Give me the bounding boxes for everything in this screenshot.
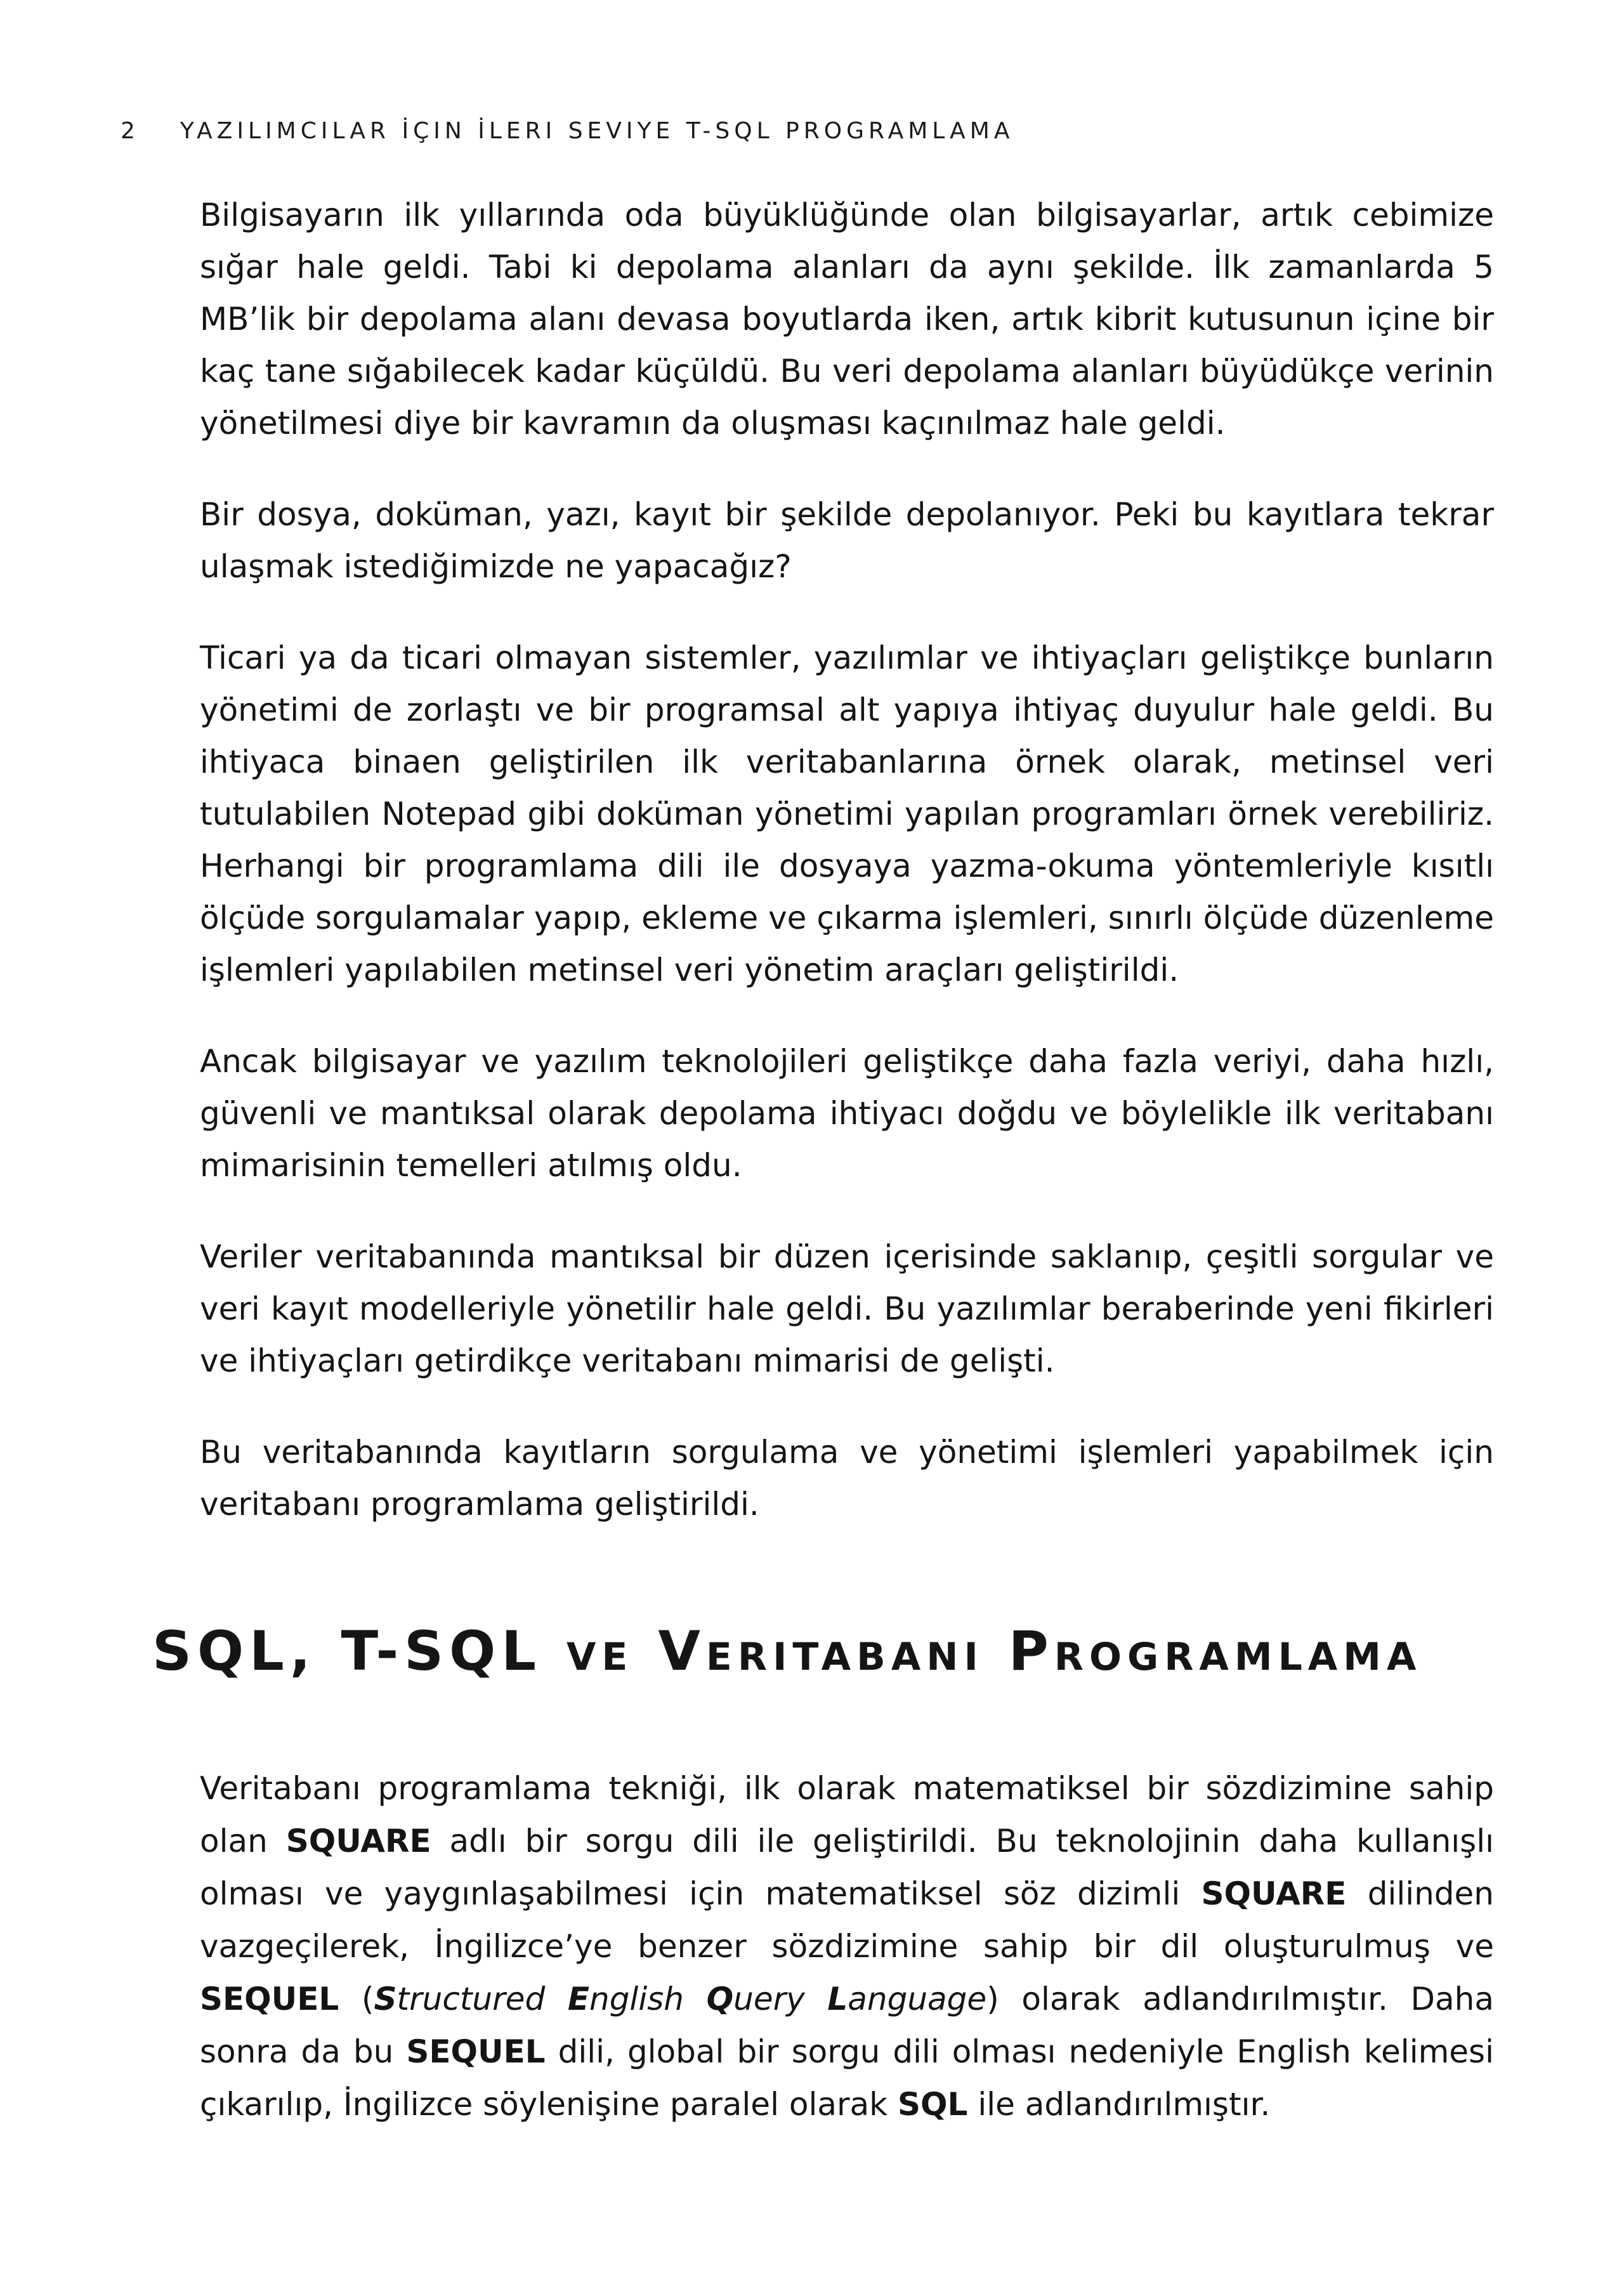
text-run: dilinden vazgeçilerek, İngilizce’ye benzer sözdizimine sahip bir dil oluşturulmuş ve [200,1875,1494,1965]
section-heading: SQL, T-SQL ve Veritabanı Programlama [152,1620,1422,1683]
text-run: Veritabanı programlama tekniği, ilk olarak matematiksel bir sözdizimine sahip olan [200,1770,1494,1859]
term-sql: SQL [898,2086,968,2123]
book-title: YAZILIMCILAR İÇIN İLERI SEVIYE T-SQL PROGRAMLAMA [180,118,1014,144]
term-sequel: SEQUEL [200,1981,339,2017]
term-sequel: SEQUEL [406,2033,546,2070]
acronym-letter: L [827,1981,848,2017]
acronym-letter: S [374,1981,397,2017]
acronym-word: nglish [589,1981,707,2017]
paragraph: Veriler veritabanında mantıksal bir düzen içerisinde saklanıp, çeşitli sorgular ve veri kayıt modelleriyle yönetilir hale geldi. Bu yazılımlar beraberinde yeni fikirleri ve ihtiyaçları getirdikçe veritabanı mimarisi de gelişti. [200,1238,1494,1379]
acronym-word: tructured [396,1981,568,2017]
acronym-word: uery [733,1981,828,2017]
body-text [200,189,1494,1570]
text-run: dili, global bir sorgu dili olması nedeniyle English kelimesi çıkarılıp, İngilizce söylenişine paralel olarak [200,2033,1494,2123]
page-number: 2 [121,118,140,144]
acronym-letter: E [567,1981,589,2017]
text-run: adlı bir sorgu dili ile geliştirildi. Bu teknolojinin daha kullanışlı olması ve yaygınlaşabilmesi için matematiksel söz dizimli [200,1823,1494,1912]
text-run: ile adlandırılmıştır. [967,2086,1271,2123]
paragraph: Bu veritabanında kayıtların sorgulama ve yönetimi işlemleri yapabilmek için veritabanı programlama geliştirildi. [200,1434,1494,1523]
running-header [121,118,1014,144]
acronym-expansion [374,1981,986,2017]
section-body [200,1762,1494,2131]
text-run: ) olarak adlandırılmıştır. Daha sonra da bu [200,1981,1494,2070]
text-run: ( [339,1981,374,2017]
paragraph: Bilgisayarın ilk yıllarında oda büyüklüğünde olan bilgisayarlar, artık cebimize sığar hale geldi. Tabi ki depolama alanları da aynı şekilde. İlk zamanlarda 5 MB’lik bir depolama alanı devasa boyutlarda iken, artık kibrit kutusunun içine bir kaç tane sığabilecek kadar küçüldü. Bu veri depolama alanları büyüdükçe verinin yönetilmesi diye bir kavramın da oluşması kaçınılmaz hale geldi. [200,197,1494,442]
section-paragraph [200,1762,1494,2131]
term-square: SQUARE [1201,1875,1347,1912]
term-square: SQUARE [285,1823,431,1859]
paragraph: Ticari ya da ticari olmayan sistemler, yazılımlar ve ihtiyaçları geliştikçe bunların yönetimi de zorlaştı ve bir programsal alt yapıya ihtiyaç duyulur hale geldi. Bu ihtiyaca binaen geliştirilen ilk veritabanlarına örnek olarak, metinsel veri tutulabilen Notepad gibi doküman yönetimi yapılan programları örnek verebiliriz. Herhangi bir programlama dili ile dosyaya yazma-okuma yöntemleriyle kısıtlı ölçüde sorgulamalar yapıp, ekleme ve çıkarma işlemleri, sınırlı ölçüde düzenleme işlemleri yapılabilen metinsel veri yönetim araçları geliştirildi. [200,639,1494,988]
paragraph: Bir dosya, doküman, yazı, kayıt bir şekilde depolanıyor. Peki bu kayıtlara tekrar ulaşmak istediğimizde ne yapacağız? [200,496,1494,585]
acronym-word: anguage [848,1981,987,2017]
paragraph: Ancak bilgisayar ve yazılım teknolojileri geliştikçe daha fazla veriyi, daha hızlı, güvenli ve mantıksal olarak depolama ihtiyacı doğdu ve böylelikle ilk veritabanı mimarisinin temelleri atılmış oldu. [200,1043,1494,1184]
acronym-letter: Q [706,1981,734,2017]
